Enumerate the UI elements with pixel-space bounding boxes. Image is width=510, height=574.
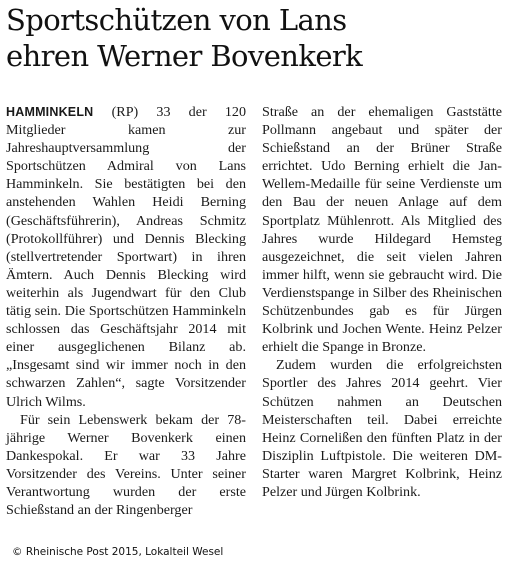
article-paragraph-2: Für sein Lebenswerk bekam der 78-jährige Werner Bovenkerk einen Dankespokal. Er war 33 Jahre Vorsitzender des Vereins. Unter seiner Verantwortung wurden der erste Schießstand an der Ringenberger (6, 411, 246, 519)
article-paragraph-3: Straße an der ehemaligen Gaststätte Pollmann angebaut und später der Schießstand an der Brüner Straße errichtet. Udo Berning erhielt die Jan-Wellem-Medaille für seine Verdienste um den Bau der neuen Anlage auf dem Sportplatz Mühlenrott. Als Mitglied des Jahres wurde Hildegard Hemsteg ausgezeichnet, die seit vielen Jahren immer hilft, wenn sie gebraucht wird. Die Verdienstspange in Silber des Rheinischen Schützenbundes gab es für Jürgen Kolbrink und Jochen Wente. Heinz Pelzer erhielt die Spange in Bronze. (262, 104, 502, 356)
headline-line-2: ehren Werner Bovenkerk (6, 39, 363, 73)
article-paragraph-4: Zudem wurden die erfolgreichsten Sportler des Jahres 2014 geehrt. Vier Schützen nahmen an Deutschen Meisterschaften teil. Dabei erreichte Heinz Cornelißen den fünften Platz in der Disziplin Luftpistole. Die weiteren DM-Starter waren Margret Kolbrink, Heinz Pelzer und Jürgen Kolbrink. (262, 357, 502, 500)
paragraph-1-text: (RP) 33 der 120 Mitglieder kamen zur Jahreshauptversammlung der Sportschützen Admiral von Lans Hamminkeln. Sie bestätigten bei den anstehenden Wahlen Heidi Berning (Geschäftsführerin), Andreas Schmitz (Protokollführer) und Dennis Blecking (stellvertretender Sportwart) in ihren Ämtern. Auch Dennis Blecking wird weiterhin als Jugendwart für den Club tätig sein. Die Sportschützen Hamminkeln schlossen das Geschäftsjahr 2014 mit einer ausgeglichenen Bilanz ab. „Insgesamt sind wir immer noch in den schwarzen Zahlen“, sagte Vorsitzender Ulrich Wilms. (6, 104, 246, 410)
article-headline (6, 2, 506, 74)
article-paragraph-1 (6, 103, 246, 411)
copyright-notice: © Rheinische Post 2015, Lokalteil Wesel (12, 546, 224, 558)
headline-line-1: Sportschützen von Lans (6, 3, 347, 37)
dateline: HAMMINKELN (6, 105, 94, 119)
article-column-left (6, 103, 246, 519)
article-column-right (262, 103, 502, 501)
